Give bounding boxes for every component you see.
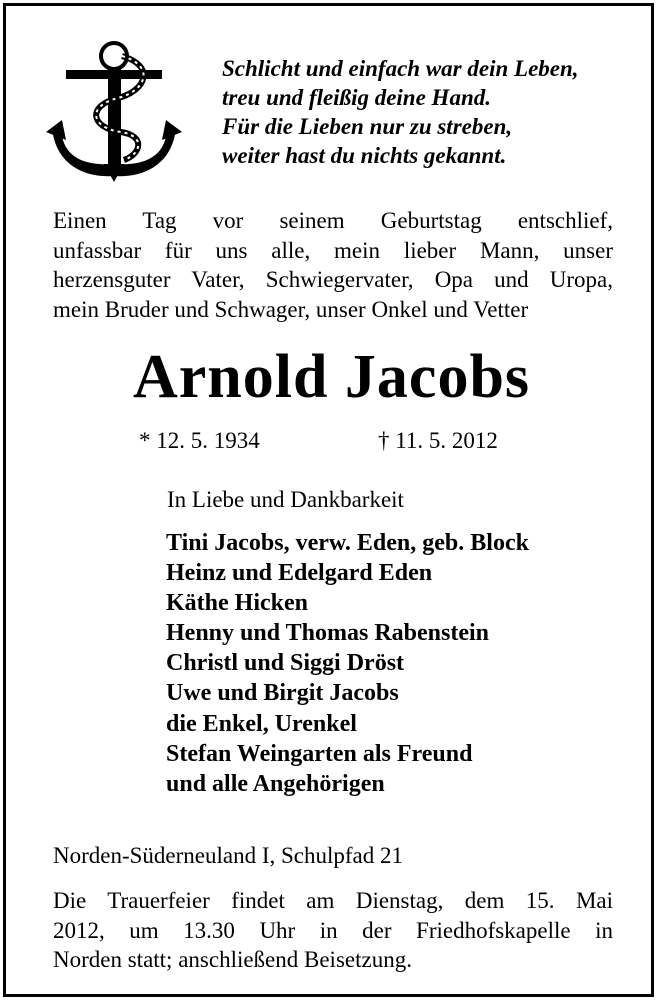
mourner: Henny und Thomas Rabenstein: [166, 620, 489, 647]
intro-text: [53, 206, 613, 324]
funeral-notice: [53, 886, 613, 975]
poem-line: weiter hast du nichts gekannt.: [222, 143, 507, 168]
poem-line: Für die Lieben nur zu streben,: [222, 114, 513, 139]
mourner: Käthe Hicken: [166, 590, 308, 617]
deceased-name: Arnold Jacobs: [132, 343, 531, 411]
poem-line: Schlicht und einfach war dein Leben,: [222, 56, 579, 81]
mourner: Stefan Weingarten als Freund: [166, 740, 473, 767]
birth-date: * 12. 5. 1934: [139, 428, 260, 453]
intro-line: mein Bruder und Schwager, unser Onkel und Vetter: [53, 296, 529, 322]
mourner: und alle Angehörigen: [166, 770, 385, 797]
mourner: Heinz und Edelgard Eden: [166, 560, 433, 587]
poem-line: treu und fleißig deine Hand.: [222, 85, 491, 110]
intro-line: herzensguter Vater, Schwiegervater, Opa und Uropa,: [53, 267, 613, 292]
mourner: Uwe und Birgit Jacobs: [166, 680, 399, 707]
death-date: † 11. 5. 2012: [378, 428, 498, 453]
mourner: Christl und Siggi Dröst: [166, 650, 405, 677]
intro-line: Einen Tag vor seinem Geburtstag entschlief,: [53, 208, 613, 233]
mourner: Tini Jacobs, verw. Eden, geb. Block: [166, 530, 529, 556]
thanks-line: In Liebe und Dankbarkeit: [167, 487, 404, 512]
obituary-frame: [3, 3, 654, 997]
anchor-icon: [46, 36, 186, 186]
funeral-line: Norden statt; anschließend Beisetzung.: [53, 947, 412, 972]
funeral-line: 2012, um 13.30 Uhr in der Friedhofskapelle in: [53, 917, 613, 943]
mourner: die Enkel, Urenkel: [166, 710, 357, 737]
mourners-list: [166, 528, 529, 799]
memorial-poem: [222, 54, 642, 170]
address-line: Norden-Süderneuland I, Schulpfad 21: [53, 843, 404, 868]
funeral-line: Die Trauerfeier findet am Dienstag, dem 15. Mai: [53, 888, 613, 913]
intro-line: unfassbar für uns alle, mein lieber Mann, unser: [53, 237, 613, 263]
